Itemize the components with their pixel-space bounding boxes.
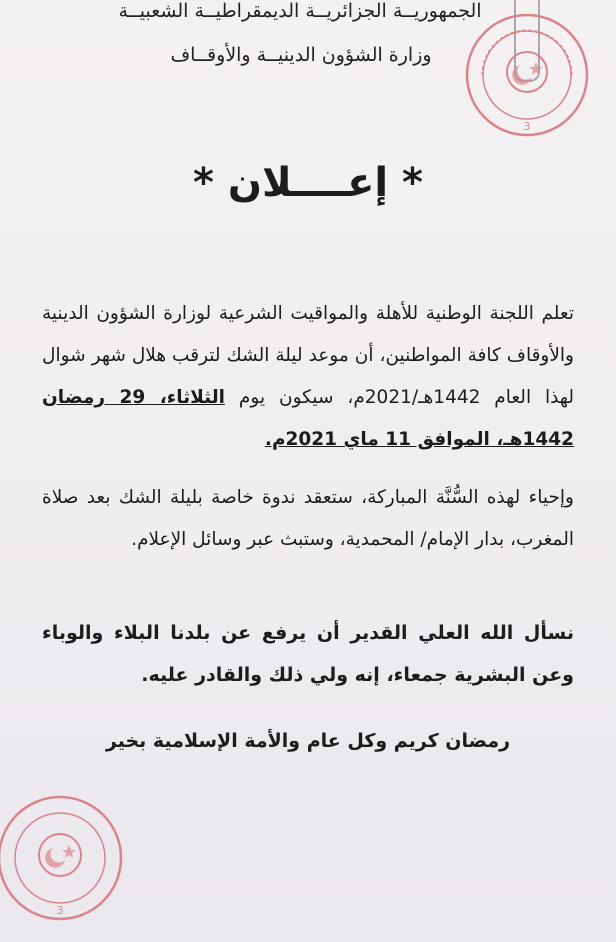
paragraph-intro-date: الثلاثاء، 29 رمضان 1442هـ، الموافق 11 ماي 2021م. [42,387,574,450]
paragraph-intro [42,293,574,461]
closing-greeting: رمضان كريم وكل عام والأمة الإسلامية بخير [105,730,511,752]
stamp-number: 3 [56,904,64,917]
paragraph-prayer: نسأل الله العلي القدير أن يرفع عن بلدنا البلاء والوباء وعن البشرية جمعاء، إنه ولي ذلك والقادر عليه. [42,622,574,686]
republic-header: الجمهوريــة الجزائريــة الديمقراطيــة الشعبيــة [118,0,482,22]
paragraph-intro-text: تعلم اللجنة الوطنية للأهلة والمواقيت الشرعية لوزارة الشؤون الدينية والأوقاف كافة المواطنين، أن موعد ليلة الشك لترقب هلال شهر شوال لهذا العام 1442هـ/2021م، سيكون يوم [42,303,575,408]
official-stamp-top [462,10,592,140]
official-stamp-bottom [0,792,126,924]
stamp-number: 3 [523,120,531,133]
stamp-seal-icon [462,10,592,140]
ministry-header: وزارة الشؤون الدينيــة والأوقــاف [170,44,432,66]
paragraph-seminar: وإحياء لهذه السُّنَّة المباركة، ستعقد ندوة خاصة بليلة الشك بعد صلاة المغرب، بدار الإمام/ المحمدية، وستبث عبر وسائل الإعلام. [42,487,574,550]
announcement-title: * إعــــلان * [193,160,423,206]
stamp-seal-icon [0,792,126,924]
